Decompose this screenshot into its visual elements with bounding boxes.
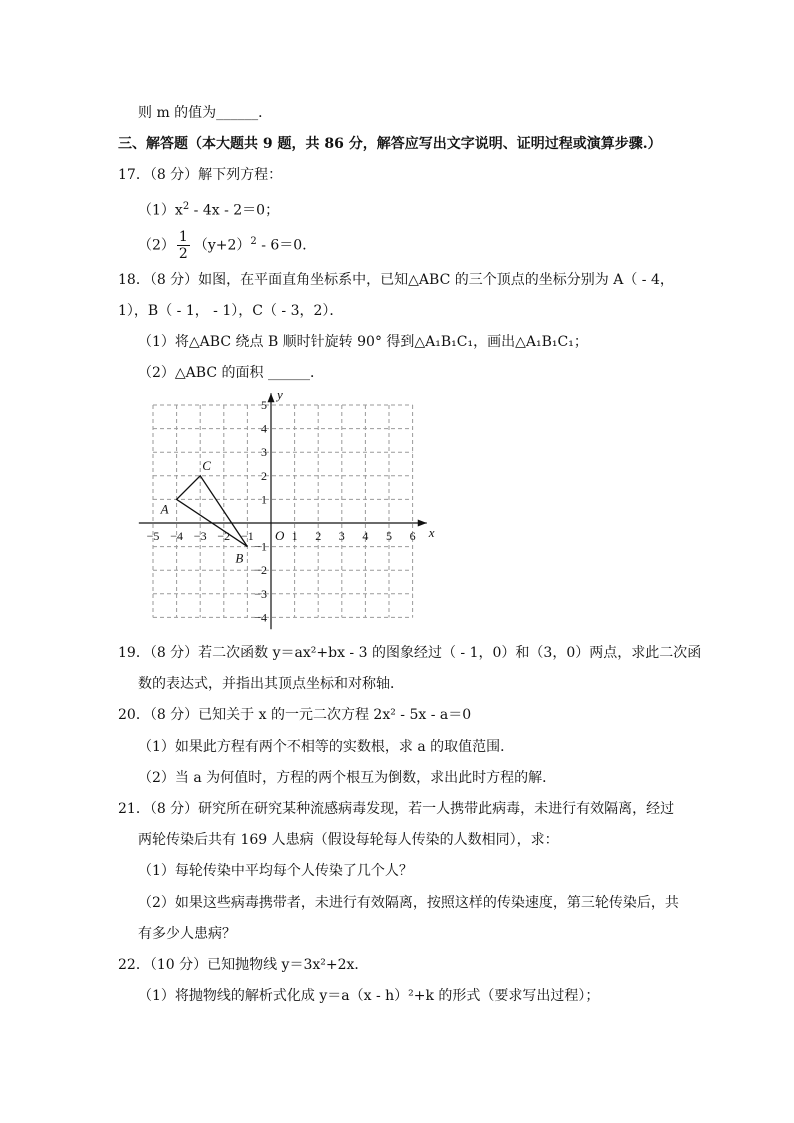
fraction-denominator: 2: [178, 246, 188, 263]
vertex-label-c: C: [202, 457, 211, 473]
q17-part2-tail: - 6＝0．: [256, 237, 317, 254]
q17-part1: [138, 197, 279, 221]
q21-part2-line2: 有多少人患病？: [138, 926, 236, 942]
x-tick-label: −1: [241, 529, 254, 543]
q22-part1: （1）将抛物线的解析式化成 y＝a（x - h）²+k 的形式（要求写出过程）；: [138, 988, 600, 1004]
fraction-one-half: [177, 229, 190, 262]
x-tick-label: 3: [338, 529, 345, 543]
q18-stem-line1: 18．（8 分）如图，在平面直角坐标系中，已知△ABC 的三个顶点的坐标分别为 A（ - 4，: [118, 272, 674, 288]
q17-title: 17．（8 分）解下列方程：: [118, 167, 283, 183]
q20-part2: （2）当 a 为何值时，方程的两个根互为倒数，求出此时方程的解．: [138, 770, 557, 786]
x-axis-label: x: [428, 525, 435, 540]
q21-stem-line1: 21．（8 分）研究所在研究某种流感病毒发现，若一人携带此病毒，未进行有效隔离，经过: [118, 801, 675, 817]
y-tick-label: −4: [254, 610, 267, 625]
y-tick-label: 2: [261, 468, 267, 483]
triangle-abc: [177, 476, 248, 547]
q20-title: 20．（8 分）已知关于 x 的一元二次方程 2x² - 5x - a＝0: [118, 707, 472, 723]
fraction-numerator: 1: [178, 229, 188, 246]
y-tick-label: 1: [261, 492, 267, 507]
x-tick-label: 1: [291, 529, 298, 543]
line-answer-m: 则 m 的值为______．: [138, 105, 273, 121]
q21-part1: （1）每轮传染中平均每个人传染了几个人？: [138, 863, 413, 879]
q18-part2: （2）△ABC 的面积 ______．: [138, 365, 324, 381]
q17-part2: [138, 224, 316, 264]
q19-line1: 19．（8 分）若二次函数 y＝ax²+bx - 3 的图象经过（ - 1，0）和（3，0）两点，求此二次函: [118, 645, 702, 661]
q17-part1-lead: （1）x: [138, 202, 183, 219]
q19-line2: 数的表达式，并指出其顶点坐标和对称轴．: [138, 676, 404, 692]
x-tick-label: 6: [409, 529, 416, 543]
x-axis-arrow: [418, 520, 427, 527]
y-axis-arrow: [268, 393, 275, 402]
section-3-heading: 三、解答题（本大题共 9 题，共 86 分，解答应写出文字说明、证明过程或演算步骤.）: [118, 136, 662, 152]
origin-label: O: [275, 528, 285, 543]
vertex-label-a: A: [160, 501, 169, 517]
x-tick-label: −3: [193, 529, 207, 543]
coordinate-grid-figure: [135, 392, 435, 632]
y-tick-label: 4: [261, 421, 267, 436]
x-tick-label: 2: [315, 529, 322, 543]
vertex-label-b: B: [235, 550, 244, 566]
y-tick-label: −2: [254, 563, 267, 578]
q17-part2-mid: （y+2）: [193, 237, 251, 254]
y-tick-label: 5: [261, 398, 267, 412]
q18-part1: （1）将△ABC 绕点 B 顺时针旋转 90° 得到△A₁B₁C₁，画出△A₁B₁C₁；: [138, 334, 588, 350]
x-tick-label: 4: [362, 529, 369, 543]
q17-part1-tail: - 4x - 2＝0；: [189, 202, 280, 219]
x-tick-label: −5: [146, 529, 160, 543]
q17-part2-exp: 2: [250, 236, 257, 247]
q21-part2-line1: （2）如果这些病毒携带者，未进行有效隔离，按照这样的传染速度，第三轮传染后，共: [138, 895, 679, 911]
q22-title: 22．（10 分）已知抛物线 y＝3x²+2x．: [118, 957, 369, 973]
x-tick-label: −4: [170, 529, 183, 543]
q18-stem-line2: 1），B（ - 1， - 1），C（ - 3，2）．: [118, 303, 344, 319]
x-tick-label: −2: [217, 529, 231, 543]
q17-part2-lead: （2）: [138, 237, 175, 254]
q20-part1: （1）如果此方程有两个不相等的实数根，求 a 的取值范围．: [138, 739, 515, 755]
q17-part1-exp: 2: [182, 201, 190, 212]
y-tick-label: −1: [254, 539, 267, 554]
y-tick-label: 3: [261, 445, 267, 460]
y-axis-label: y: [277, 392, 283, 403]
y-tick-label: −3: [254, 586, 267, 601]
q21-stem-line2: 两轮传染后共有 169 人患病（假设每轮每人传染的人数相同），求：: [138, 832, 559, 848]
x-tick-label: 5: [386, 529, 392, 543]
